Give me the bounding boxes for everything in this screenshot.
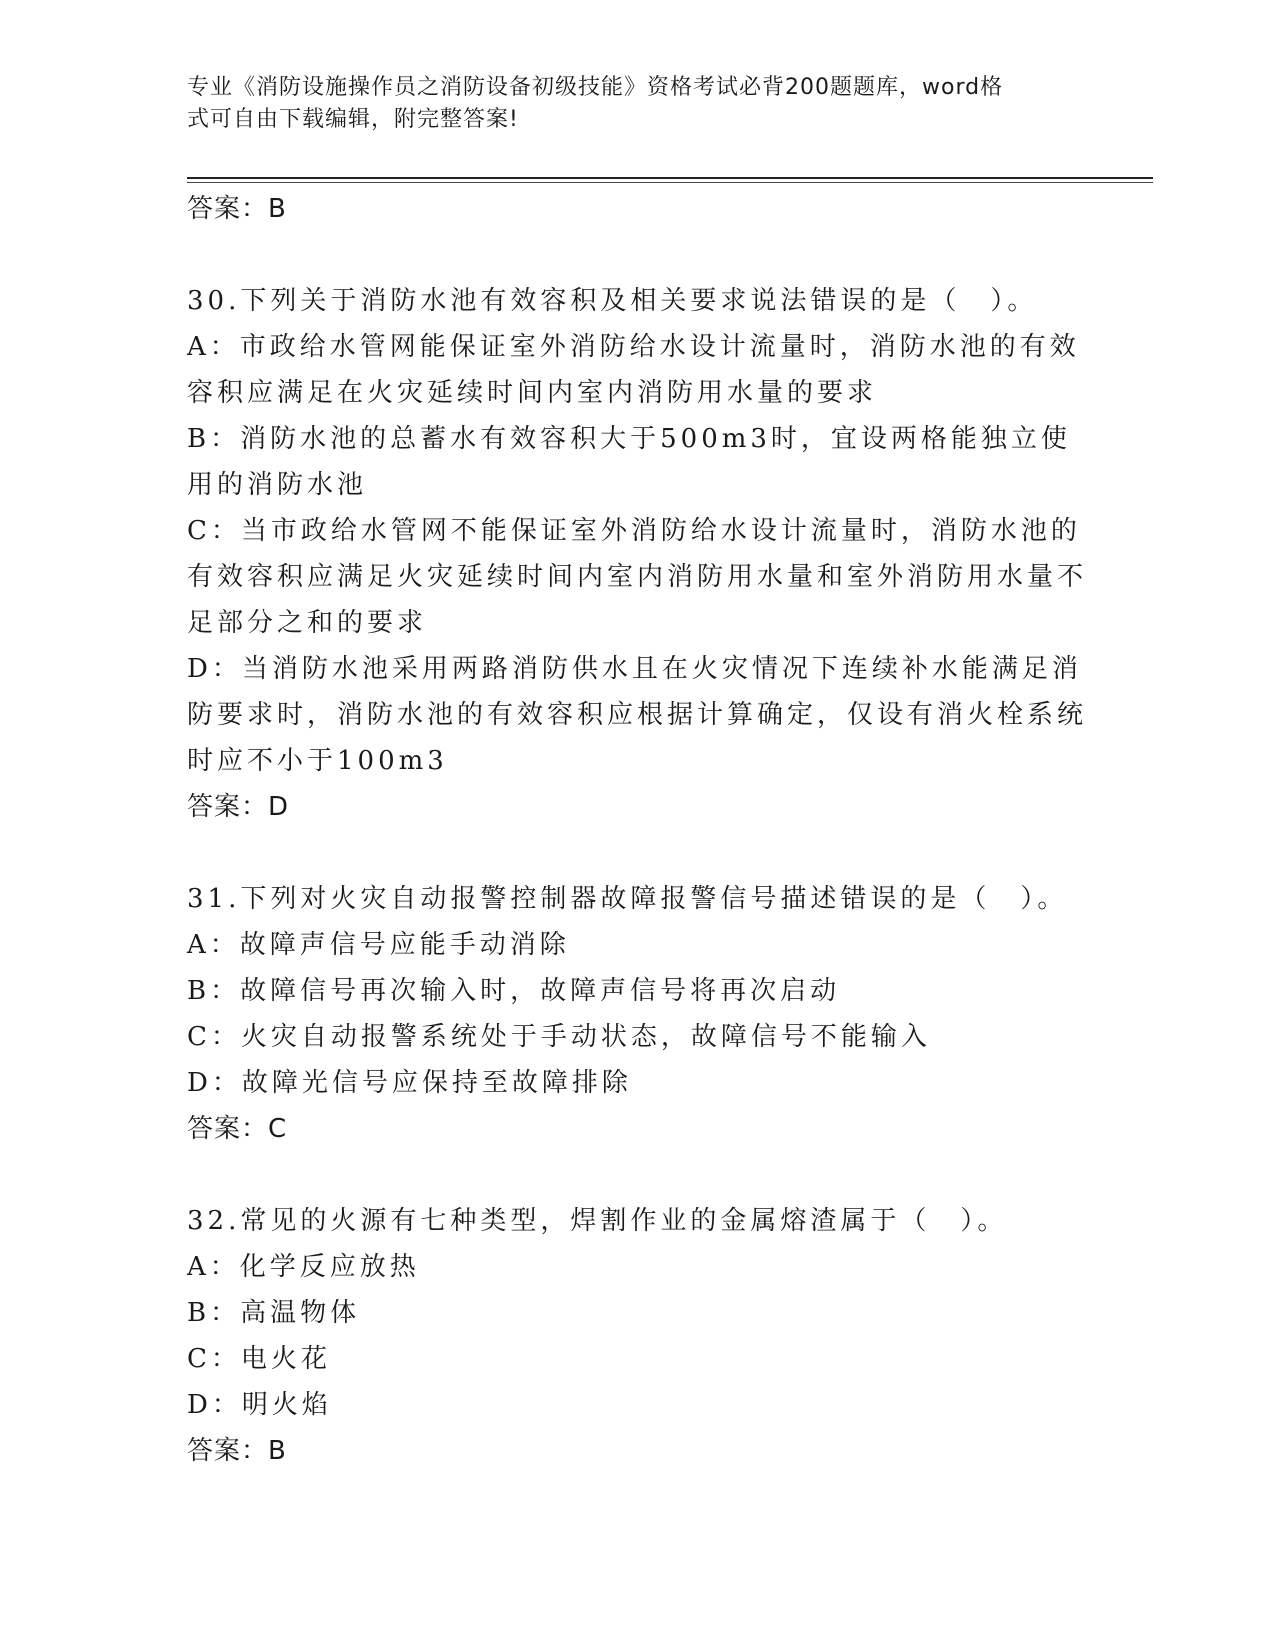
option-a: A：化学反应放热: [187, 1252, 420, 1282]
option-b: B：消防水池的总蓄水有效容积大于500m3时，宜设两格能独立使用的消防水池: [187, 424, 1071, 500]
previous-answer: 答案：B: [187, 194, 287, 224]
option-d: D：故障光信号应保持至故障排除: [187, 1068, 632, 1098]
question-text: 30.下列关于消防水池有效容积及相关要求说法错误的是（ ）。: [187, 286, 1038, 316]
header-divider-thick: [187, 177, 1153, 179]
answer: 答案：D: [187, 792, 290, 822]
header-line-2: 式可自由下载编辑，附完整答案!: [187, 107, 519, 132]
option-b: B：高温物体: [187, 1298, 361, 1328]
option-a: A：故障声信号应能手动消除: [187, 930, 570, 960]
header-line-1: 专业《消防设施操作员之消防设备初级技能》资格考试必背200题题库，word格: [187, 75, 1004, 100]
option-b: B：故障信号再次输入时，故障声信号将再次启动: [187, 976, 841, 1006]
question-text: 32.常见的火源有七种类型，焊割作业的金属熔渣属于（ ）。: [187, 1206, 1008, 1236]
option-c: C：火灾自动报警系统处于手动状态，故障信号不能输入: [187, 1022, 931, 1052]
document-header: [187, 72, 1087, 136]
option-c: C：电火花: [187, 1344, 331, 1374]
option-c: C：当市政给水管网不能保证室外消防给水设计流量时，消防水池的有效容积应满足火灾延续时间内室内消防用水量和室外消防用水量不足部分之和的要求: [187, 516, 1088, 638]
answer: 答案：C: [187, 1114, 288, 1144]
document-body: [187, 186, 1087, 1474]
answer: 答案：B: [187, 1436, 287, 1466]
question-30: [187, 278, 1087, 830]
question-31: [187, 876, 1087, 1152]
header-divider-thin: [187, 182, 1153, 183]
option-a: A：市政给水管网能保证室外消防给水设计流量时，消防水池的有效容积应满足在火灾延续时间内室内消防用水量的要求: [187, 332, 1080, 408]
question-32: [187, 1198, 1087, 1474]
option-d: D：明火焰: [187, 1390, 332, 1420]
option-d: D：当消防水池采用两路消防供水且在火灾情况下连续补水能满足消防要求时，消防水池的有效容积应根据计算确定，仅设有消火栓系统时应不小于100m3: [187, 654, 1088, 776]
question-text: 31.下列对火灾自动报警控制器故障报警信号描述错误的是（ ）。: [187, 884, 1068, 914]
